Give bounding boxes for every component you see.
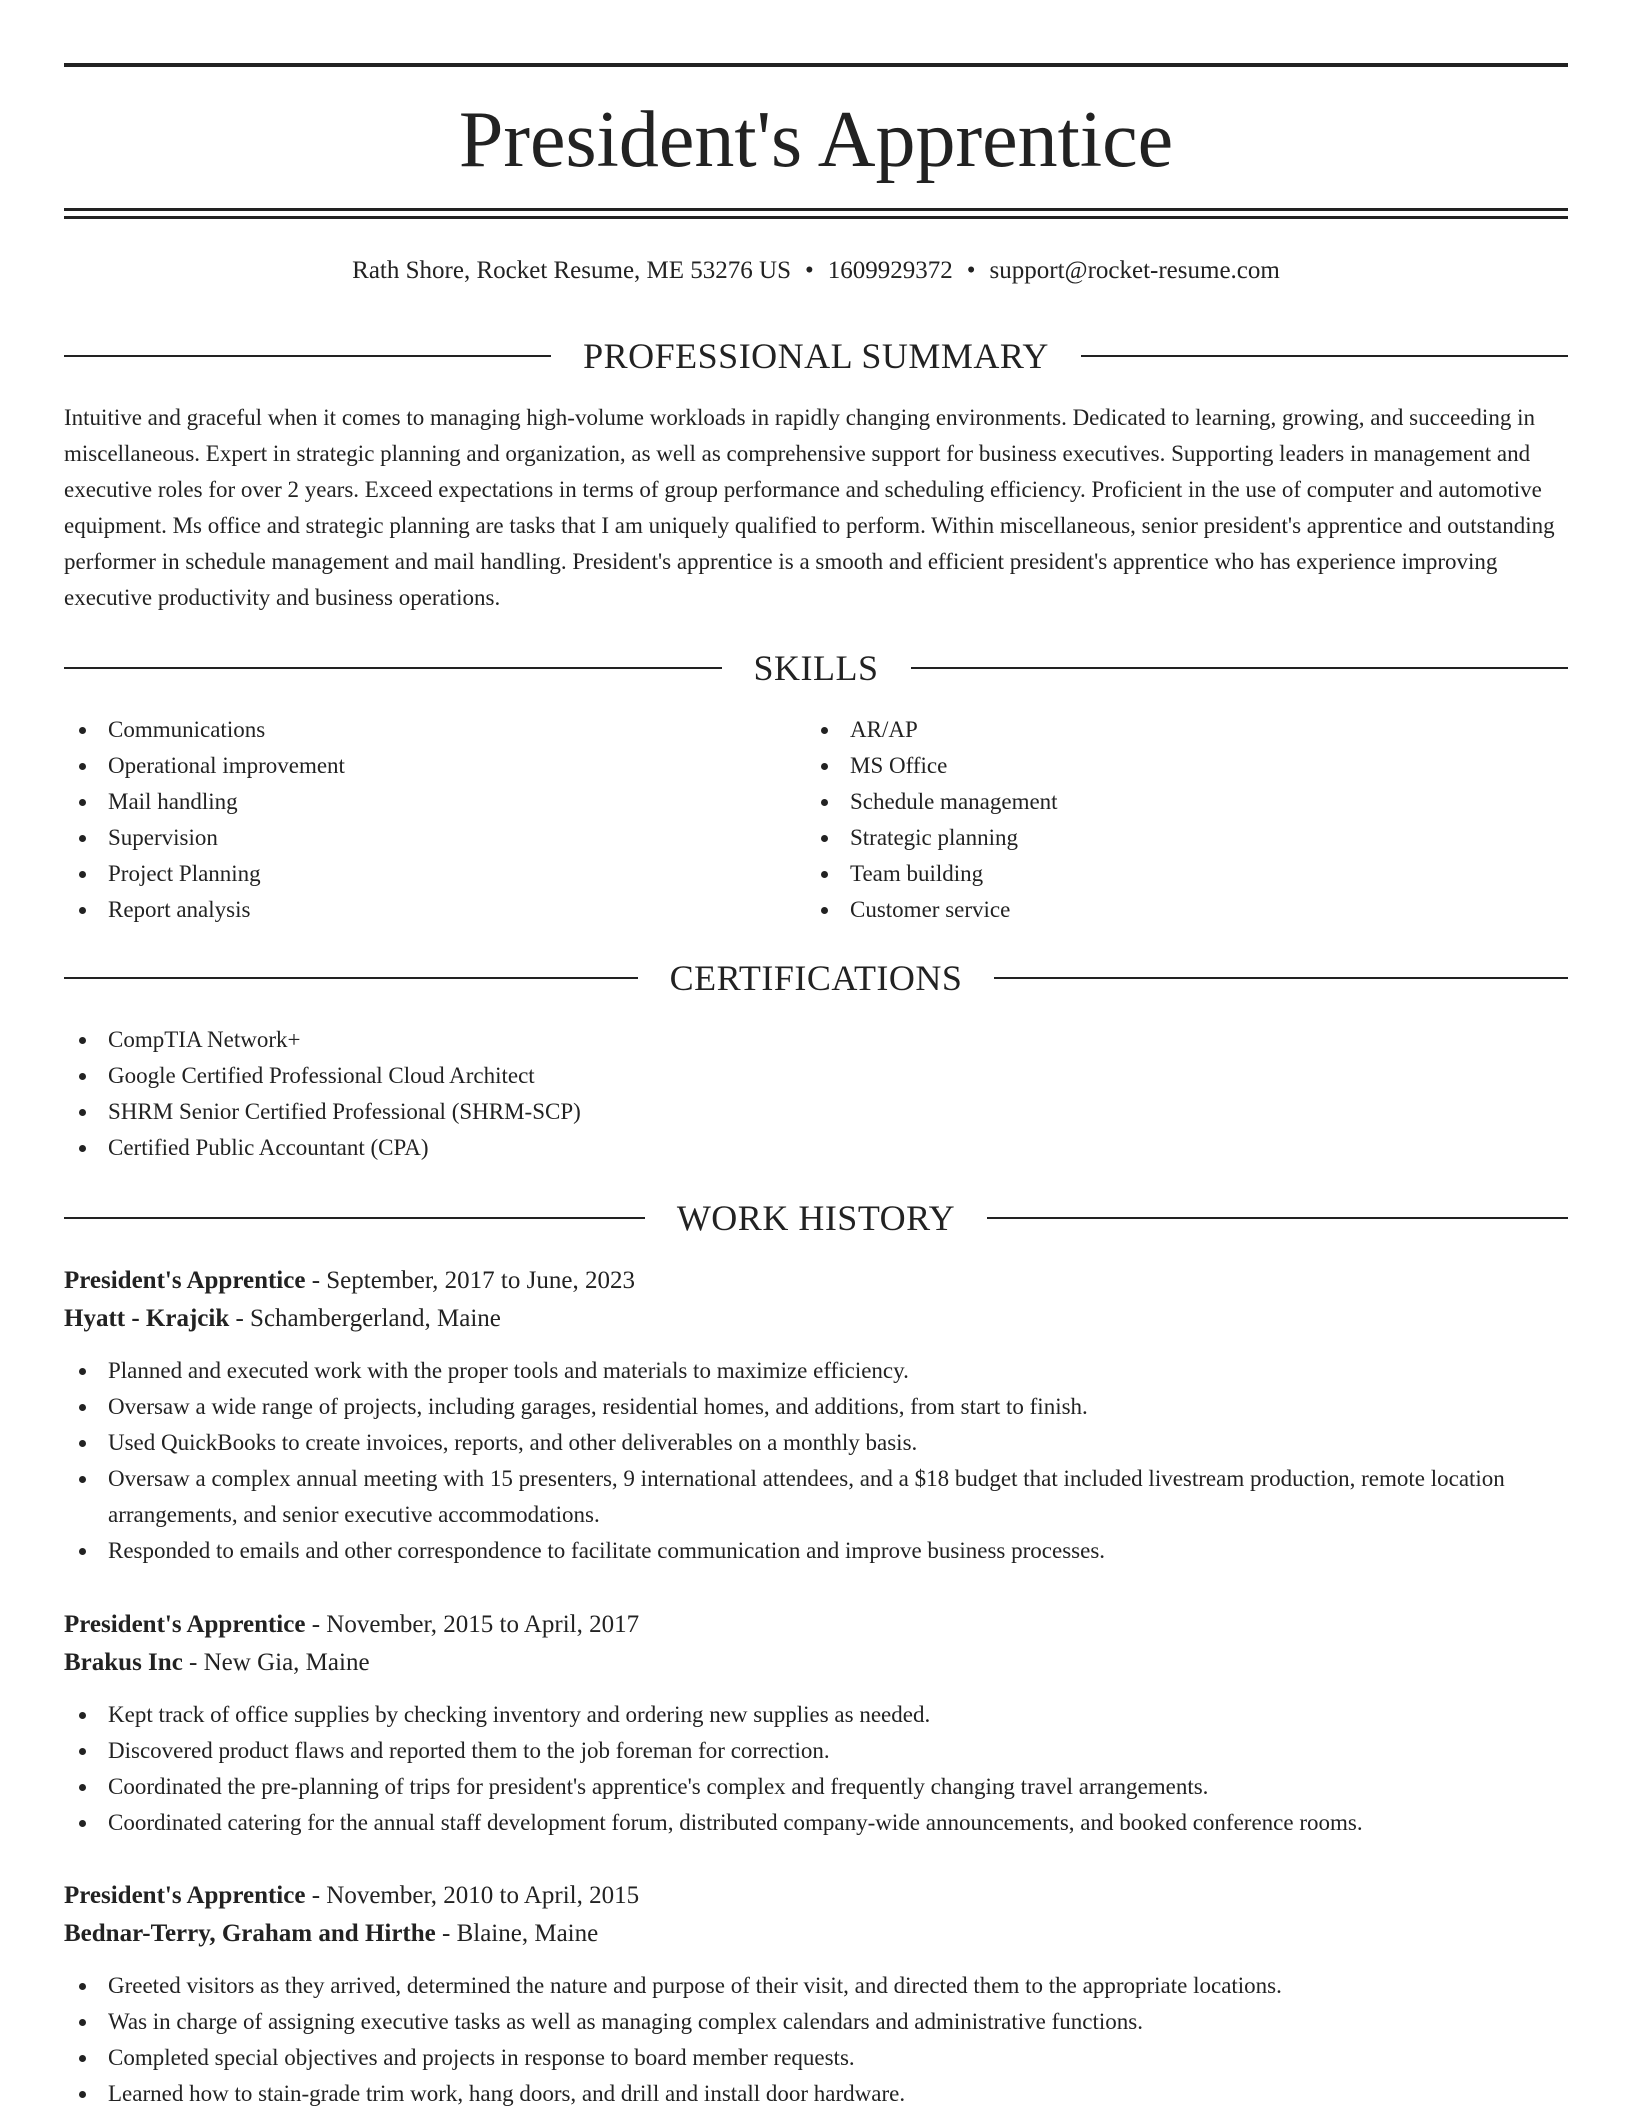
summary-heading-title: PROFESSIONAL SUMMARY	[583, 336, 1049, 376]
job-company: Bednar-Terry, Graham and Hirthe	[64, 1920, 436, 1947]
job-dates: - September, 2017 to June, 2023	[305, 1267, 635, 1294]
job-location: - Schambergerland, Maine	[229, 1305, 501, 1332]
certification-item: SHRM Senior Certified Professional (SHRM-SCP)	[64, 1094, 1568, 1130]
heading-rule-left	[64, 1217, 645, 1219]
certifications-block	[64, 1022, 1568, 1166]
certification-item: Certified Public Accountant (CPA)	[64, 1130, 1568, 1166]
heading-rule-left	[64, 355, 551, 357]
job-entry	[64, 1877, 1568, 2112]
summary-text: Intuitive and graceful when it comes to managing high-volume workloads in rapidly changing environments. Dedicated to learning, growing, and succeeding in miscellaneous. Expert in strategic planning and organization, as well as comprehensive support for business executives. Supporting leaders in management and executive roles for over 2 years. Exceed expectations in terms of group performance and scheduling efficiency. Proficient in the use of computer and automotive equipment. Ms office and strategic planning are tasks that I am uniquely qualified to perform. Within miscellaneous, senior president's apprentice and outstanding performer in schedule management and mail handling. President's apprentice is a smooth and efficient president's apprentice who has experience improving executive productivity and business operations.	[64, 405, 1555, 610]
job-title: President's Apprentice	[64, 1882, 306, 1909]
job-title-line	[64, 1606, 1568, 1644]
certifications-heading-title: CERTIFICATIONS	[669, 958, 963, 998]
job-duty: Oversaw a complex annual meeting with 15 presenters, 9 international attendees, and a $18 budget that included livestream production, remote location arrangements, and senior executive accommodations.	[64, 1461, 1568, 1533]
job-duty: Used QuickBooks to create invoices, reports, and other deliverables on a monthly basis.	[64, 1425, 1568, 1461]
email: support@rocket-resume.com	[989, 257, 1280, 284]
work-history-heading	[64, 1196, 1568, 1240]
heading-rule-right	[987, 1217, 1568, 1219]
job-duty: Kept track of office supplies by checking inventory and ordering new supplies as needed.	[64, 1697, 1568, 1733]
job-company: Hyatt - Krajcik	[64, 1305, 230, 1332]
separator-dot: •	[966, 257, 976, 284]
job-company-line	[64, 1644, 1568, 1682]
job-location: - New Gia, Maine	[182, 1649, 370, 1676]
job-duty: Was in charge of assigning executive tasks as well as managing complex calendars and administrative functions.	[64, 2004, 1568, 2040]
skill-item: MS Office	[806, 748, 1546, 784]
separator-dot: •	[805, 257, 814, 284]
skills-list-right	[806, 712, 1546, 928]
job-dates: - November, 2010 to April, 2015	[305, 1882, 640, 1909]
skills-list-left	[64, 712, 804, 928]
phone: 1609929372	[827, 257, 953, 284]
job-duty: Learned how to stain-grade trim work, hang doors, and drill and install door hardware.	[64, 2076, 1568, 2112]
certifications-heading	[64, 956, 1568, 1000]
job-title: President's Apprentice	[64, 1611, 306, 1638]
skill-item: Mail handling	[64, 784, 804, 820]
certifications-list	[64, 1022, 1568, 1166]
job-duty: Discovered product flaws and reported them to the job foreman for correction.	[64, 1733, 1568, 1769]
job-title-line	[64, 1262, 1568, 1300]
skill-item: Operational improvement	[64, 748, 804, 784]
job-duty: Coordinated the pre-planning of trips for president's apprentice's complex and frequently changing travel arrangements.	[64, 1769, 1568, 1805]
skill-item: Report analysis	[64, 892, 804, 928]
address: Rath Shore, Rocket Resume, ME 53276 US	[352, 257, 792, 284]
double-rule-upper	[64, 208, 1568, 211]
job-duty: Greeted visitors as they arrived, determined the nature and purpose of their visit, and directed them to the appropriate locations.	[64, 1968, 1568, 2004]
skill-item: Supervision	[64, 820, 804, 856]
contact-line	[64, 255, 1568, 287]
job-entry	[64, 1262, 1568, 1569]
job-company-line	[64, 1300, 1568, 1338]
job-dates: - November, 2015 to April, 2017	[305, 1611, 640, 1638]
job-duty: Coordinated catering for the annual staff development forum, distributed company-wide announcements, and booked conference rooms.	[64, 1805, 1568, 1841]
heading-rule-left	[64, 977, 638, 979]
heading-rule-right	[911, 667, 1569, 669]
skill-item: Team building	[806, 856, 1546, 892]
job-duty: Oversaw a wide range of projects, including garages, residential homes, and additions, from start to finish.	[64, 1389, 1568, 1425]
job-duty: Responded to emails and other correspondence to facilitate communication and improve business processes.	[64, 1533, 1568, 1569]
job-entry	[64, 1606, 1568, 1841]
heading-rule-right	[994, 977, 1568, 979]
job-duties-list	[64, 1697, 1568, 1841]
double-rule-lower	[64, 216, 1568, 219]
summary-heading	[64, 334, 1568, 378]
job-title-line	[64, 1877, 1568, 1915]
job-duties-list	[64, 1353, 1568, 1569]
skill-item: Project Planning	[64, 856, 804, 892]
certification-item: CompTIA Network+	[64, 1022, 1568, 1058]
candidate-name: President's Apprentice	[458, 96, 1174, 184]
job-duty: Planned and executed work with the proper tools and materials to maximize efficiency.	[64, 1353, 1568, 1389]
skills-heading	[64, 646, 1568, 690]
certification-item: Google Certified Professional Cloud Architect	[64, 1058, 1568, 1094]
skills-right-column	[806, 712, 1546, 928]
job-duties-list	[64, 1968, 1568, 2112]
job-duty: Completed special objectives and projects in response to board member requests.	[64, 2040, 1568, 2076]
job-location: - Blaine, Maine	[435, 1920, 599, 1947]
skills-left-column	[64, 712, 804, 928]
job-title: President's Apprentice	[64, 1267, 306, 1294]
job-company: Brakus Inc	[64, 1649, 183, 1676]
work-history-heading-title: WORK HISTORY	[676, 1198, 956, 1238]
top-rule	[64, 63, 1568, 67]
job-company-line	[64, 1915, 1568, 1953]
skill-item: Customer service	[806, 892, 1546, 928]
skills-heading-title: SKILLS	[753, 648, 879, 688]
skill-item: Strategic planning	[806, 820, 1546, 856]
heading-rule-right	[1081, 355, 1568, 357]
skill-item: AR/AP	[806, 712, 1546, 748]
skill-item: Communications	[64, 712, 804, 748]
skill-item: Schedule management	[806, 784, 1546, 820]
heading-rule-left	[64, 667, 722, 669]
